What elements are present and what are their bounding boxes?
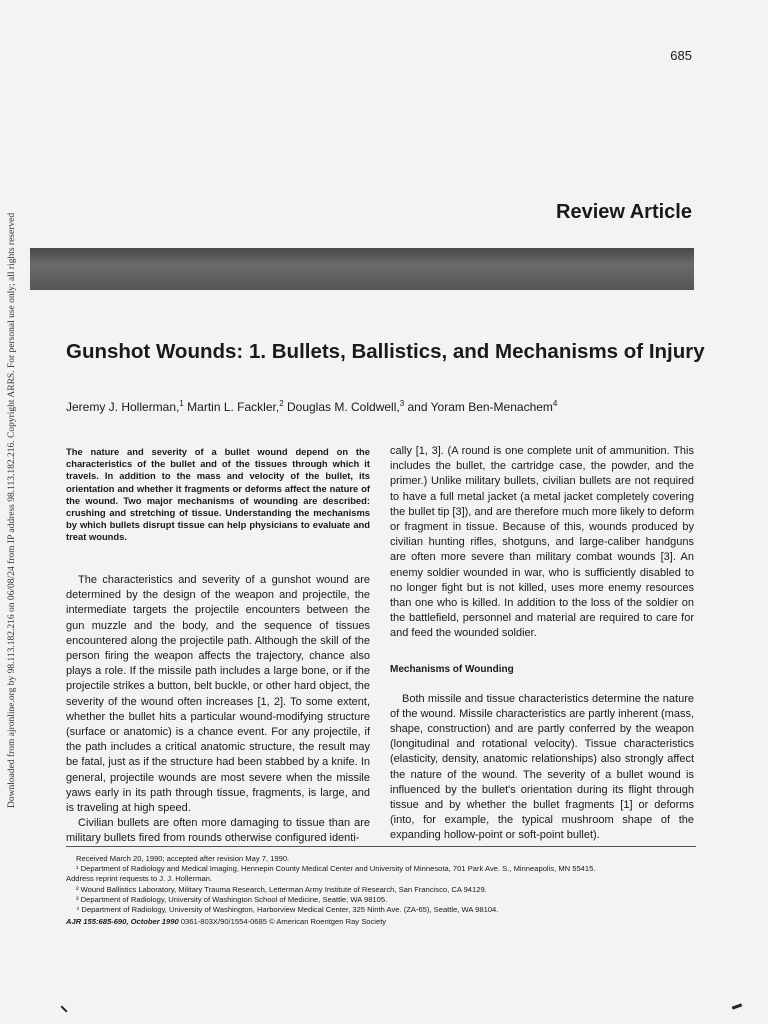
author-affiliation-number: 3	[399, 399, 405, 408]
article-title: Gunshot Wounds: 1. Bullets, Ballistics, and Mechanisms of Injury	[66, 340, 705, 363]
author-affiliation-number: 4	[552, 399, 558, 408]
body-paragraph: cally [1, 3]. (A round is one complete unit of ammunition. This includes the bullet, the cartridge case, the powder, and the primer.) Unlike military bullets, civilian bullets are not required to have a full metal jacket (a metal jacket completely covering the bullet tip [3]), and are therefore much more likely to deform or fragment in tissue. Because of this, wounds produced by civilian hunting rifles, shotguns, and large-caliber handguns are often more severe than military combat wounds [3]. An enemy soldier wounded in war, who is sufficiently disabled to no longer fight but is not killed, uses more enemy resources than one who is killed. In addition to the loss of the soldier on the battlefield, personnel and material are required to care for and feed the wounded soldier.	[390, 445, 694, 640]
author-affiliation-number: 1	[179, 399, 184, 408]
scan-mark	[732, 1003, 742, 1009]
footnote: ³ Department of Radiology, University of Washington School of Medicine, Seattle, WA 98105.	[76, 894, 388, 904]
right-column	[390, 444, 694, 844]
body-paragraph: Civilian bullets are often more damaging to tissue than are military bullets fired from rounds otherwise configured identi-	[66, 817, 370, 845]
journal-citation	[66, 917, 696, 927]
section-label: Review Article	[556, 201, 692, 223]
abstract: The nature and severity of a bullet wound depend on the characteristics of the bullet and of the tissues through which it travels. In addition to the mass and velocity of the bullet, its orientation and whether it fragments or deforms affect the nature of the wound. Two major mechanisms of wounding are described: crushing and stretching of tissue. Understanding the mechanisms by which bullets disrupt tissue can help physicians to evaluate and treat wounds.	[66, 446, 370, 543]
author-affiliation-number: 2	[279, 399, 284, 408]
author-name: Martin L. Fackler,	[183, 400, 280, 414]
section-heading: Mechanisms of Wounding	[390, 663, 514, 675]
header-banner	[30, 248, 694, 290]
author-name: Jeremy J. Hollerman,	[66, 400, 180, 414]
footnote: ⁴ Department of Radiology, University of Washington, Harborview Medical Center, 325 Ninth Ave. (ZA-65), Seattle, WA 98104.	[76, 905, 499, 915]
author-name: and Yoram Ben-Menachem	[404, 400, 553, 414]
footnote: Address reprint requests to J. J. Hollerman.	[66, 874, 213, 884]
scan-mark	[60, 1005, 67, 1012]
citation-reference: AJR 155:685-690, October 1990	[66, 917, 179, 927]
received-note: Received March 20, 1990; accepted after revision May 7, 1990.	[76, 854, 290, 863]
left-column	[66, 573, 370, 847]
page-number: 685	[670, 48, 692, 63]
footnote: ² Wound Ballistics Laboratory, Military Trauma Research, Letterman Army Institute of Research, San Francisco, CA 94129.	[76, 884, 487, 894]
body-paragraph: Both missile and tissue characteristics determine the nature of the wound. Missile characteristics are partly inherent (mass, shape, construction) and are partly conferred by the weapon (longitudinal and rotational velocity). Tissue characteristics (elasticity, density, anatomic relationships) also strongly affect the nature of the wound. The severity of a bullet wound is influenced by the bullet's orientation during its flight through tissue and by whether the bullet fragments [1] or deforms (into, for example, the typical mushroom shape of the expanding hollow-point or soft-point bullet).	[390, 692, 694, 842]
citation-details: 0361-803X/90/1554-0685 © American Roentgen Ray Society	[178, 917, 387, 927]
footnotes	[66, 846, 696, 927]
author-list	[66, 399, 557, 414]
footnote: ¹ Department of Radiology and Medical Imaging, Hennepin County Medical Center and University of Minnesota, 701 Park Ave. S., Minneapolis, MN 55415.	[76, 864, 596, 874]
author-name: Douglas M. Coldwell,	[283, 400, 400, 414]
download-watermark: Downloaded from ajronline.org by 98.113.182.216 on 06/08/24 from IP address 98.113.182.216. Copyright ARRS. For personal use only; all rights reserved	[7, 212, 17, 808]
body-paragraph: The characteristics and severity of a gunshot wound are determined by the design of the weapon and projectile, the intermediate targets the projectile encounters between the gun muzzle and the body, and the sequence of tissues encountered along the projectile path. Although the skill of the person firing the weapon affects the trajectory, chance also plays a role. If the missile path includes a large bone, or if the projectile strikes a button, belt buckle, or other hard object, the severity of the wound often increases [1, 2]. To some extent, whether the bullet hits a particular wound-modifying structure (surface or anatomic) is a chance event. For any projectile, if the path includes a critical anatomic structure, the result may be fatal, just as if the structure had been stabbed by a knife. In general, projectile wounds are most severe when the missile yaws early in its path through tissue, fragments, is large, and is traveling at high speed.	[66, 574, 370, 815]
